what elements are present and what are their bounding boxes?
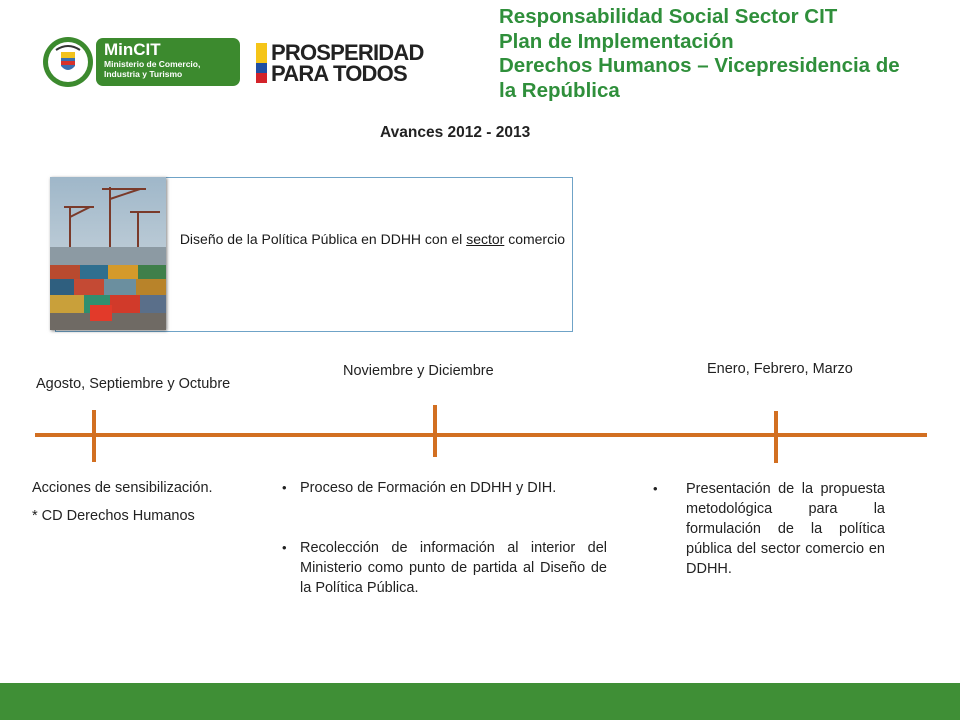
highlight-underlined-word: sector (466, 231, 505, 247)
colombia-flag-icon (256, 43, 267, 83)
highlight-text-part: comercio (504, 231, 565, 247)
bullet-icon: • (282, 540, 287, 555)
title-line: Derechos Humanos – Vicepresidencia de (499, 54, 900, 77)
mincit-name: MinCIT (104, 40, 161, 59)
port-containers-image (50, 177, 166, 330)
column-3 (653, 479, 885, 589)
page-title (499, 5, 960, 103)
bullet-icon: • (653, 481, 658, 496)
column-1 (32, 478, 272, 526)
colombia-seal-icon (42, 36, 94, 88)
timeline-marker (433, 405, 437, 457)
bullet-icon: • (282, 480, 287, 495)
timeline-marker (92, 410, 96, 462)
highlight-text (170, 230, 565, 249)
prosperidad-logo (256, 41, 428, 86)
list-item-text: Recolección de información al interior del Ministerio como punto de partida al Diseño de la Política Pública. (300, 540, 607, 596)
timeline-marker (774, 411, 778, 463)
highlight-text-part: Diseño de la Política Pública en DDHH con el (179, 231, 467, 247)
period-label-1: Agosto, Septiembre y Octubre (36, 376, 231, 392)
period-label-2: Noviembre y Diciembre (343, 363, 494, 379)
footer-bar (0, 683, 960, 720)
column-2 (282, 478, 607, 608)
mincit-logo (42, 36, 240, 88)
title-line: la República (499, 78, 620, 102)
subtitle: Avances 2012 - 2013 (380, 124, 531, 141)
period-label-3: Enero, Febrero, Marzo (707, 361, 853, 377)
column-1-item: Acciones de sensibilización. (32, 480, 213, 496)
prosperidad-line1: PROSPERIDAD (271, 40, 424, 65)
list-item-text: Presentación de la propuesta metodológica para la formulación de la política pública del sector comercio en DDHH. (686, 481, 885, 577)
title-line: Plan de Implementación (499, 29, 734, 53)
prosperidad-line2: PARA TODOS (271, 61, 407, 86)
column-1-item: * CD Derechos Humanos (32, 508, 195, 524)
list-item-text: Proceso de Formación en DDHH y DIH. (300, 480, 557, 496)
title-line: Responsabilidad Social Sector CIT (499, 5, 838, 28)
mincit-ministry-name: Ministerio de Comercio, Industria y Turismo (104, 59, 201, 79)
timeline-line (35, 433, 927, 437)
